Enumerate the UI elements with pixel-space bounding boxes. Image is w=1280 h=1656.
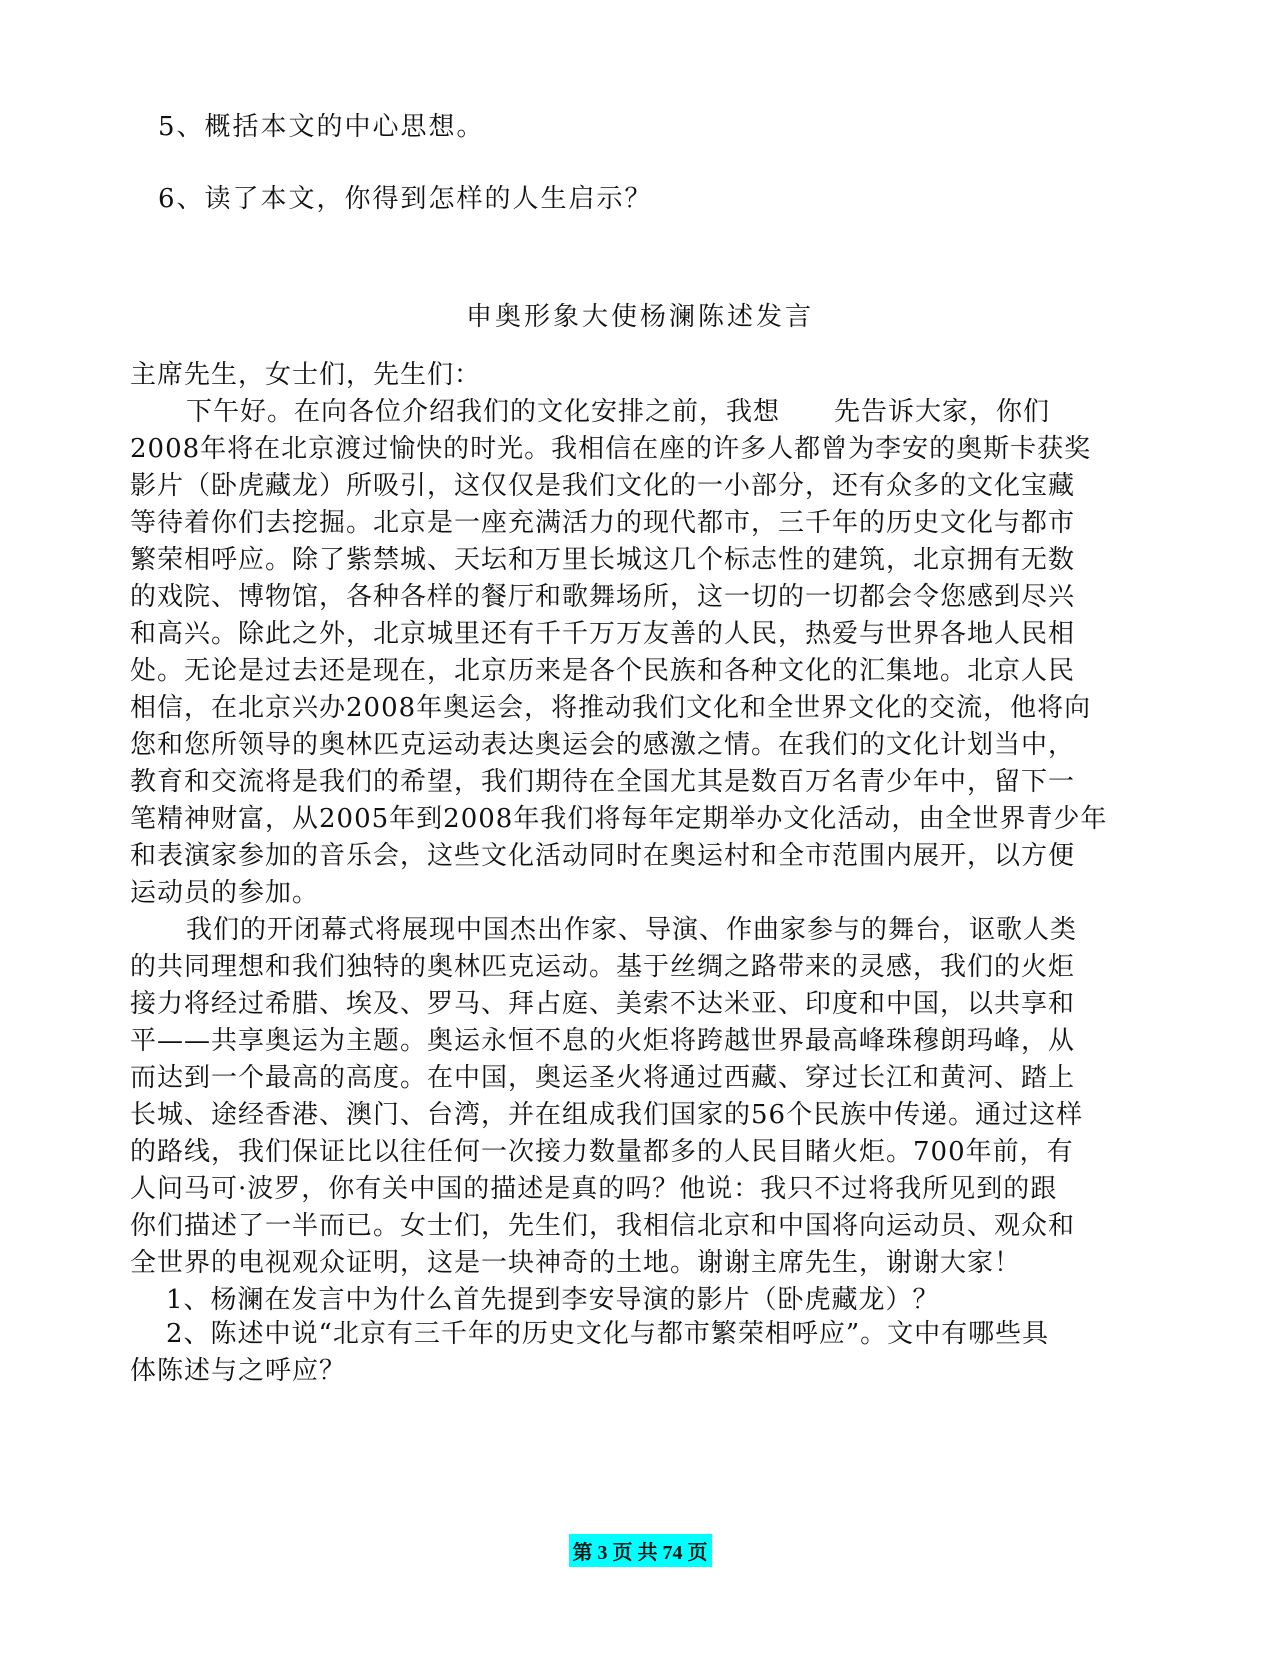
question-5: 5、概括本文的中心思想。 <box>158 112 485 142</box>
paragraph-1-line: 等待着你们去挖掘。北京是一座充满活力的现代都市，三千年的历史文化与都市 <box>130 508 1076 538</box>
article-body <box>130 357 1150 1319</box>
paragraph-2-line: 的路线，我们保证比以往任何一次接力数量都多的人民目睹火炬。700年前，有 <box>130 1137 1074 1167</box>
paragraph-1-line: 2008年将在北京渡过愉快的时光。我相信在座的许多人都曾为李安的奥斯卡获奖 <box>130 434 1092 464</box>
page-number-label: 第 3 页 共 74 页 <box>569 1534 712 1567</box>
paragraph-2-line: 的共同理想和我们独特的奥林匹克运动。基于丝绸之路带来的灵感，我们的火炬 <box>130 952 1076 982</box>
question-2-line: 体陈述与之呼应？ <box>130 1356 347 1386</box>
paragraph-1-line: 笔精神财富，从2005年到2008年我们将每年定期举办文化活动，由全世界青少年 <box>130 804 1108 834</box>
paragraph-1-line: 相信，在北京兴办2008年奥运会，将推动我们文化和全世界文化的交流，他将向 <box>130 693 1092 723</box>
paragraph-2-line: 平——共享奥运为主题。奥运永恒不息的火炬将跨越世界最高峰珠穆朗玛峰，从 <box>130 1026 1076 1056</box>
paragraph-2-line: 而达到一个最高的高度。在中国，奥运圣火将通过西藏、穿过长江和黄河、踏上 <box>130 1063 1076 1093</box>
paragraph-2-line: 我们的开闭幕式将展现中国杰出作家、导演、作曲家参与的舞台，讴歌人类 <box>186 915 1078 945</box>
paragraph-1-line: 繁荣相呼应。除了紫禁城、天坛和万里长城这几个标志性的建筑，北京拥有无数 <box>130 545 1076 575</box>
question-2-line: 2、陈述中说“北京有三千年的历史文化与都市繁荣相呼应”。文中有哪些具 <box>166 1319 1050 1349</box>
paragraph-1-line: 处。无论是过去还是现在，北京历来是各个民族和各种文化的汇集地。北京人民 <box>130 656 1076 686</box>
paragraph-2-line: 人问马可·波罗，你有关中国的描述是真的吗？他说：我只不过将我所见到的跟 <box>130 1174 1058 1204</box>
paragraph-1-line: 和表演家参加的音乐会，这些文化活动同时在奥运村和全市范围内展开，以方便 <box>130 841 1076 871</box>
page-footer <box>0 1534 1280 1567</box>
salutation: 主席先生，女士们，先生们： <box>130 360 482 390</box>
paragraph-1-line: 运动员的参加。 <box>130 878 320 908</box>
question-2-block <box>130 1316 1150 1390</box>
paragraph-2-line: 你们描述了一半而已。女士们，先生们，我相信北京和中国将向运动员、观众和 <box>130 1211 1076 1241</box>
paragraph-1-line: 教育和交流将是我们的希望，我们期待在全国尤其是数百万名青少年中，留下一 <box>130 767 1076 797</box>
paragraph-1-line: 下午好。在向各位介绍我们的文化安排之前，我想 先告诉大家，你们 <box>186 397 1051 427</box>
paragraph-1-line: 的戏院、博物馆，各种各样的餐厅和歌舞场所，这一切的一切都会令您感到尽兴 <box>130 582 1076 612</box>
paragraph-2-line: 长城、途经香港、澳门、台湾，并在组成我们国家的56个民族中传递。通过这样 <box>130 1100 1084 1130</box>
paragraph-1-line: 和高兴。除此之外，北京城里还有千千万万友善的人民，热爱与世界各地人民相 <box>130 619 1076 649</box>
question-1: 1、杨澜在发言中为什么首先提到李安导演的影片（卧虎藏龙）？ <box>166 1285 940 1315</box>
paragraph-1-line: 影片（卧虎藏龙）所吸引，这仅仅是我们文化的一小部分，还有众多的文化宝藏 <box>130 471 1076 501</box>
paragraph-1-line: 您和您所领导的奥林匹克运动表达奥运会的感激之情。在我们的文化计划当中， <box>130 730 1076 760</box>
paragraph-2-line: 接力将经过希腊、埃及、罗马、拜占庭、美索不达米亚、印度和中国，以共享和 <box>130 989 1076 1019</box>
question-6: 6、读了本文，你得到怎样的人生启示？ <box>158 184 653 214</box>
paragraph-2-line: 全世界的电视观众证明，这是一块神奇的土地。谢谢主席先生，谢谢大家！ <box>130 1248 1022 1278</box>
article-title: 申奥形象大使杨澜陈述发言 <box>465 302 814 332</box>
